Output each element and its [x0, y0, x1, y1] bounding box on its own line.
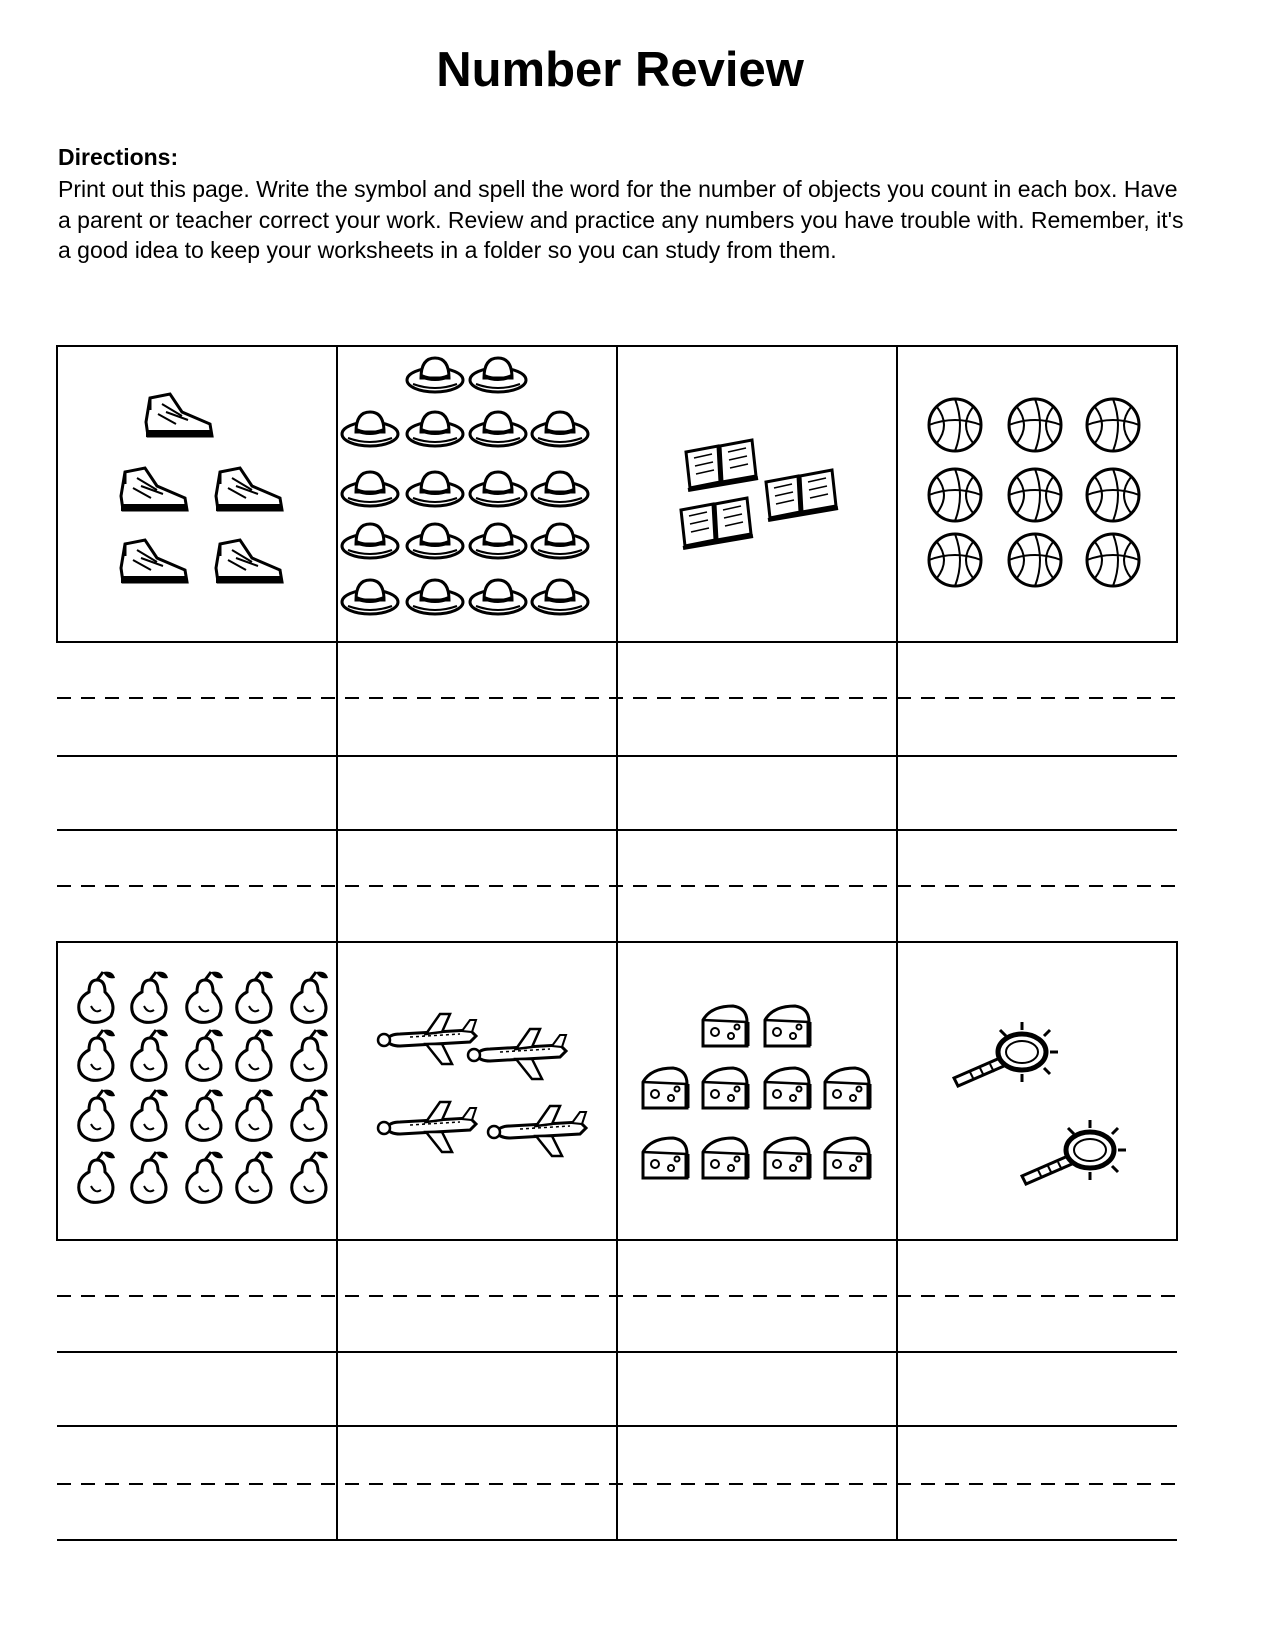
book-icon	[686, 440, 758, 490]
basketball-icon	[1087, 399, 1139, 451]
directions-text: Print out this page. Write the symbol and spell the word for the number of objects you count in each box. Have a parent or teacher correct your work. Review and practice any numbers you have trouble with. Remember, it's a good idea to keep your worksheets in a folder so you can study from them.	[58, 176, 1184, 263]
sneaker-icon	[121, 540, 187, 583]
pear-icon	[132, 1030, 168, 1081]
table-grid	[57, 346, 1177, 1540]
cowboy-hat-icon	[470, 412, 526, 446]
pear-icon	[132, 1090, 168, 1141]
counting-pictures	[79, 358, 1139, 1202]
cowboy-hat-icon	[407, 524, 463, 558]
pear-icon	[79, 1152, 115, 1203]
cheese-icon	[703, 1006, 747, 1046]
airplane-icon	[378, 1014, 476, 1064]
sneaker-icon	[216, 540, 282, 583]
pear-icon	[79, 1090, 115, 1141]
pear-icon	[132, 972, 168, 1023]
cowboy-hat-icon	[470, 358, 526, 392]
pear-icon	[292, 1152, 328, 1203]
basketball-icon	[1087, 469, 1139, 521]
cowboy-hat-icon	[532, 580, 588, 614]
book-icon	[681, 498, 753, 548]
cowboy-hat-icon	[407, 358, 463, 392]
basketball-icon	[929, 399, 981, 451]
pear-icon	[79, 1030, 115, 1081]
cheese-icon	[765, 1006, 809, 1046]
basketball-icon	[929, 534, 981, 586]
pear-icon	[237, 972, 273, 1023]
pear-icon	[292, 1030, 328, 1081]
basketball-icon	[1009, 399, 1061, 451]
airplane-icon	[468, 1029, 566, 1079]
pear-icon	[237, 1030, 273, 1081]
pear-icon	[132, 1152, 168, 1203]
cheese-icon	[765, 1138, 809, 1178]
cowboy-hat-icon	[532, 412, 588, 446]
cheese-icon	[825, 1138, 869, 1178]
cheese-icon	[643, 1138, 687, 1178]
cowboy-hat-icon	[342, 412, 398, 446]
book-icon	[766, 470, 838, 520]
sneaker-icon	[121, 468, 187, 511]
page-title: Number Review	[436, 43, 804, 97]
airplane-icon	[378, 1102, 476, 1152]
sneaker-icon	[146, 394, 212, 437]
pear-icon	[237, 1090, 273, 1141]
cowboy-hat-icon	[470, 472, 526, 506]
magnifying-glass-icon	[1022, 1120, 1126, 1184]
pear-icon	[237, 1152, 273, 1203]
cowboy-hat-icon	[532, 524, 588, 558]
cheese-icon	[825, 1068, 869, 1108]
sneaker-icon	[216, 468, 282, 511]
cheese-icon	[703, 1138, 747, 1178]
cowboy-hat-icon	[470, 524, 526, 558]
basketball-icon	[1087, 534, 1139, 586]
cowboy-hat-icon	[407, 580, 463, 614]
cowboy-hat-icon	[342, 472, 398, 506]
basketball-icon	[929, 469, 981, 521]
cowboy-hat-icon	[532, 472, 588, 506]
cowboy-hat-icon	[342, 580, 398, 614]
directions-label: Directions:	[58, 144, 179, 170]
pear-icon	[292, 1090, 328, 1141]
pear-icon	[79, 972, 115, 1023]
pear-icon	[187, 1090, 223, 1141]
cheese-icon	[643, 1068, 687, 1108]
cowboy-hat-icon	[407, 472, 463, 506]
basketball-icon	[1009, 469, 1061, 521]
cheese-icon	[765, 1068, 809, 1108]
cowboy-hat-icon	[407, 412, 463, 446]
cowboy-hat-icon	[470, 580, 526, 614]
cheese-icon	[703, 1068, 747, 1108]
basketball-icon	[1009, 534, 1061, 586]
pear-icon	[292, 972, 328, 1023]
cowboy-hat-icon	[342, 524, 398, 558]
pear-icon	[187, 1152, 223, 1203]
magnifying-glass-icon	[954, 1022, 1058, 1086]
pear-icon	[187, 972, 223, 1023]
airplane-icon	[488, 1106, 586, 1156]
pear-icon	[187, 1030, 223, 1081]
